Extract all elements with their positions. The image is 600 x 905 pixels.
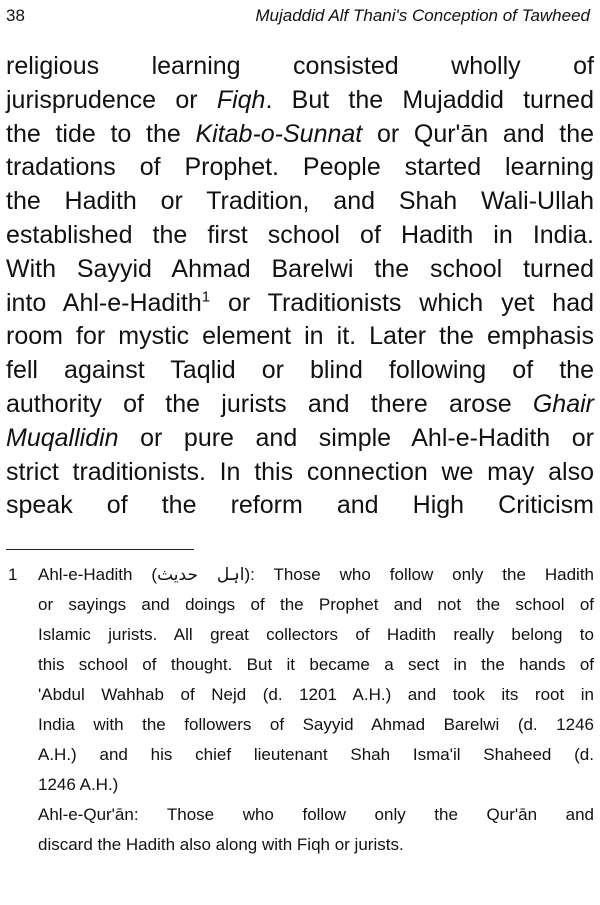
body-line: tradations of Prophet. People started learning (6, 153, 594, 182)
footnote-ref: 1 (201, 288, 211, 306)
footnote-line: discard the Hadith also along with Fiqh or jurists. (38, 835, 404, 854)
footnote-1-continued (6, 800, 594, 860)
footnote-line: India with the followers of Sayyid Ahmad Barelwi (d. 1246 (38, 715, 594, 734)
body-line: strict traditionists. In this connection we may also (6, 457, 594, 486)
body-line: the tide to the Kitab-o-Sunnat or Qur'ān and the (6, 119, 594, 148)
page-number: 38 (6, 6, 25, 25)
footnote-line: Ahl-e-Qur'ān: Those who follow only the Qur'ān and (38, 805, 594, 824)
body-line: speak of the reform and High Criticism (6, 491, 594, 520)
body-line: into Ahl-e-Hadith$^1$ or Traditionists which yet had (6, 288, 594, 317)
footnote-1 (6, 560, 594, 800)
body-paragraph (6, 50, 594, 523)
footnote-line: this school of thought. But it became a sect in the hands of (38, 655, 594, 674)
italic-term: Ghair (532, 389, 594, 418)
italic-term: Kitab-o-Sunnat (195, 119, 363, 148)
italic-term: Muqallidin (6, 423, 119, 452)
body-line: room for mystic element in it. Later the emphasis (6, 322, 594, 351)
body-line: the Hadith or Tradition, and Shah Wali-Ullah (6, 187, 594, 216)
footnote-line: Ahl-e-Hadith (اہل حدیث): Those who follow only the Hadith (38, 565, 595, 584)
body-line: Muqallidin or pure and simple Ahl-e-Hadith or (6, 423, 594, 452)
footnotes (6, 560, 594, 860)
footnote-line: or sayings and doings of the Prophet and not the school of (38, 595, 594, 614)
footnote-rule (6, 549, 194, 550)
body-line: established the first school of Hadith in India. (6, 220, 594, 249)
footnote-line: 'Abdul Wahhab of Nejd (d. 1201 A.H.) and took its root in (38, 685, 594, 704)
italic-term: Fiqh (216, 85, 266, 114)
footnote-line: A.H.) and his chief lieutenant Shah Isma'il Shaheed (d. (38, 745, 594, 764)
footnote-number: 1 (8, 565, 18, 584)
body-line: authority of the jurists and there arose Ghair (6, 389, 594, 418)
body-line: religious learning consisted wholly of (6, 52, 594, 80)
body-line: With Sayyid Ahmad Barelwi the school turned (6, 254, 594, 283)
footnote-line: Islamic jurists. All great collectors of Hadith really belong to (38, 625, 594, 644)
body-line: jurisprudence or Fiqh. But the Mujaddid turned (6, 85, 594, 114)
running-head: Mujaddid Alf Thani's Conception of Tawheed (255, 6, 590, 25)
footnote-line: 1246 A.H.) (38, 775, 119, 794)
body-line: fell against Taqlid or blind following of the (6, 356, 594, 385)
page-header (4, 4, 590, 28)
